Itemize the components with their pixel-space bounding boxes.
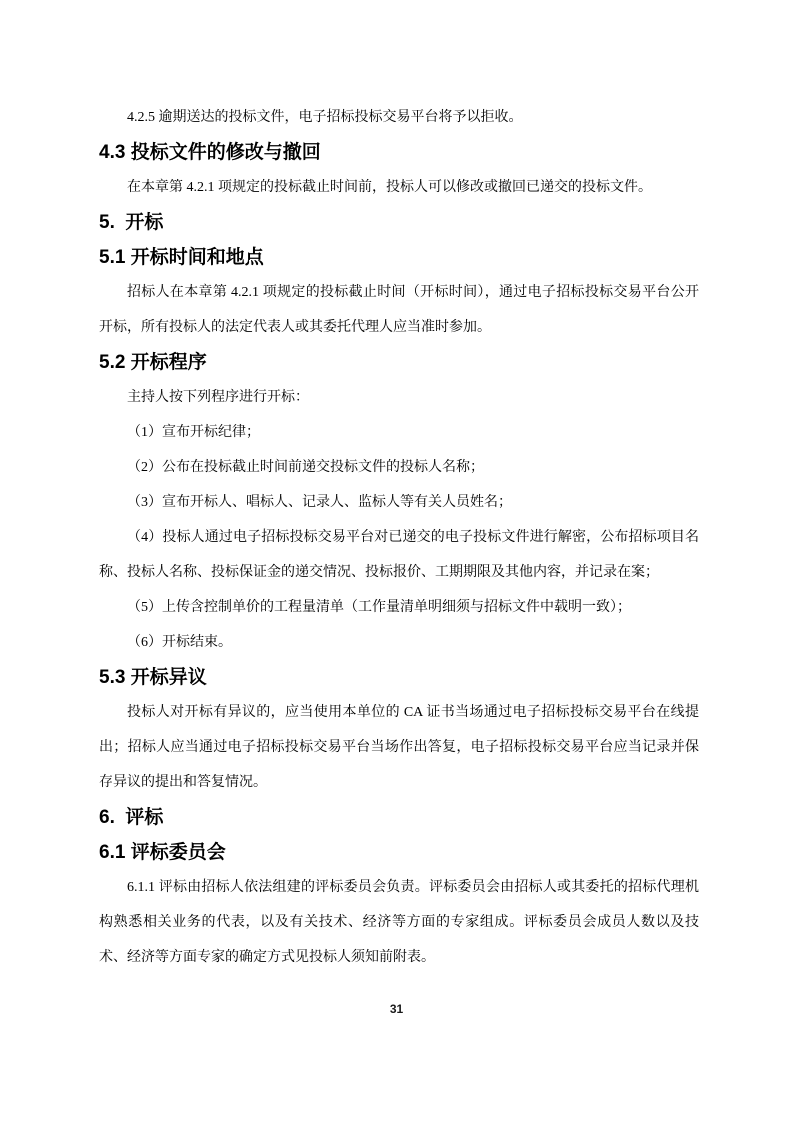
section-heading: 5.1 开标时间和地点 xyxy=(99,247,264,268)
body-paragraph: 在本章第 4.2.1 项规定的投标截止时间前，投标人可以修改或撤回已递交的投标文件。 xyxy=(127,180,652,195)
body-paragraph: 4.2.5 逾期送达的投标文件，电子招标投标交易平台将予以拒收。 xyxy=(127,110,523,125)
list-item: （6）开标结束。 xyxy=(127,635,232,650)
list-item: （2）公布在投标截止时间前递交投标文件的投标人名称； xyxy=(127,460,484,475)
page-number: 31 xyxy=(389,1002,404,1016)
page-footer xyxy=(0,1000,793,1018)
list-item: （1）宣布开标纪律； xyxy=(127,425,260,440)
section-heading: 4.3 投标文件的修改与撤回 xyxy=(99,142,321,163)
section-heading: 5.2 开标程序 xyxy=(99,352,207,373)
list-item: （3）宣布开标人、唱标人、记录人、监标人等有关人员姓名； xyxy=(127,495,512,510)
chapter-heading: 5. 开标 xyxy=(99,212,164,233)
body-paragraph: 6.1.1 评标由招标人依法组建的评标委员会负责。评标委员会由招标人或其委托的招标代理机构熟悉相关业务的代表，以及有关技术、经济等方面的专家组成。评标委员会成员人数以及技术、经济等方面专家的确定方式见投标人须知前附表。 xyxy=(99,880,699,965)
body-paragraph: 投标人对开标有异议的，应当使用本单位的 CA 证书当场通过电子招标投标交易平台在线提出；招标人应当通过电子招标投标交易平台当场作出答复，电子招标投标交易平台应当记录并保存异议的提出和答复情况。 xyxy=(99,705,699,790)
section-heading: 5.3 开标异议 xyxy=(99,667,207,688)
body-paragraph: 主持人按下列程序进行开标： xyxy=(127,390,309,405)
section-heading: 6.1 评标委员会 xyxy=(99,842,226,863)
list-item: （5）上传含控制单价的工程量清单（工作量清单明细须与招标文件中载明一致）； xyxy=(127,600,631,615)
document-content xyxy=(99,100,699,975)
list-item: （4）投标人通过电子招标投标交易平台对已递交的电子投标文件进行解密，公布招标项目名称、投标人名称、投标保证金的递交情况、投标报价、工期期限及其他内容，并记录在案； xyxy=(99,530,699,580)
chapter-heading: 6. 评标 xyxy=(99,807,164,828)
body-paragraph: 招标人在本章第 4.2.1 项规定的投标截止时间（开标时间），通过电子招标投标交易平台公开开标，所有投标人的法定代表人或其委托代理人应当准时参加。 xyxy=(99,285,699,335)
